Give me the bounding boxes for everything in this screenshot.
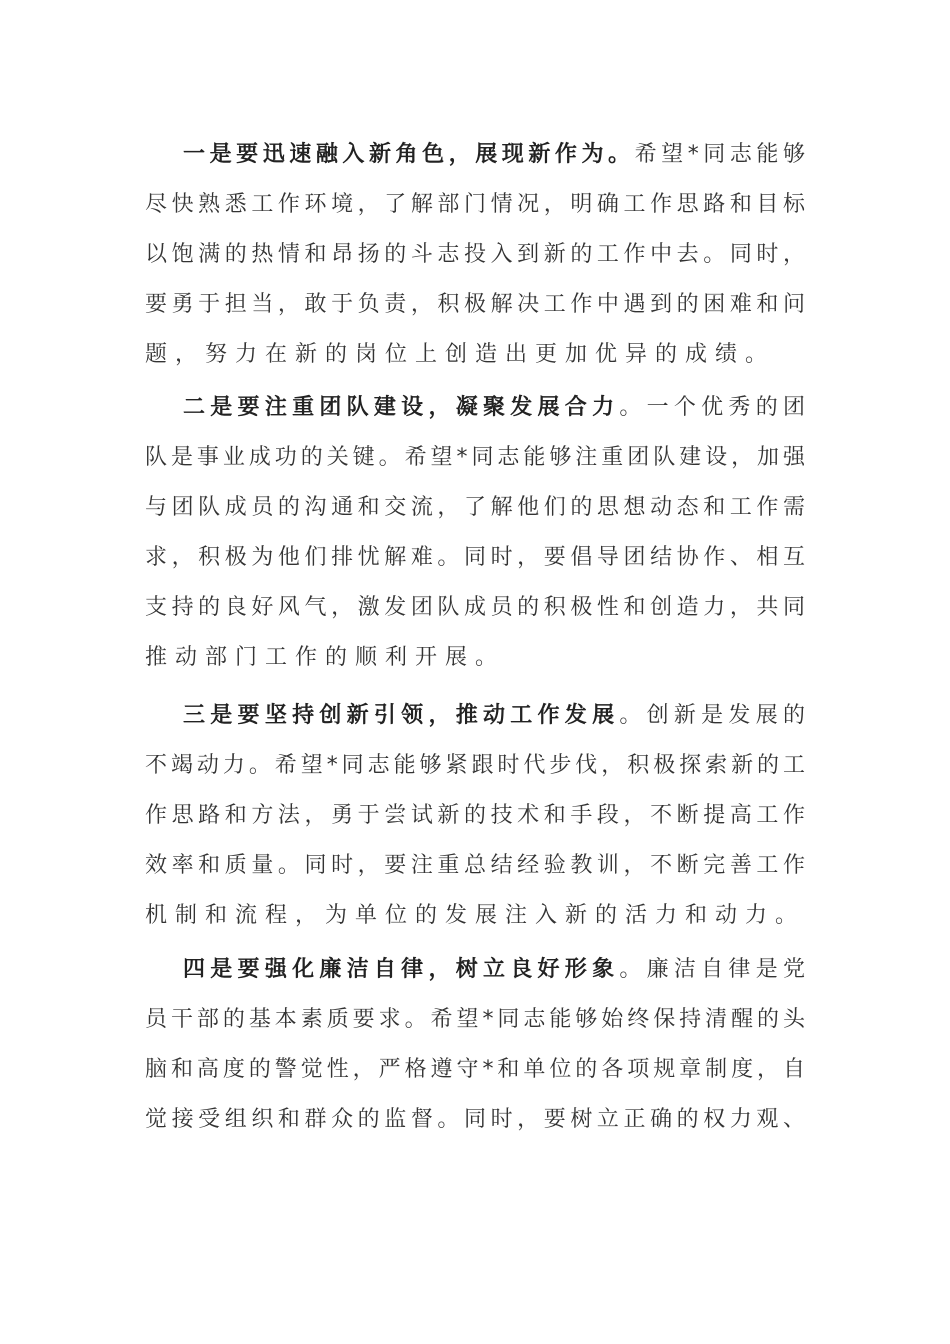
paragraph-line: 员干部的基本素质要求。希望*同志能够始终保持清醒的头 <box>145 1007 805 1032</box>
paragraph-line: 作思路和方法，勇于尝试新的技术和手段，不断提高工作 <box>145 803 805 828</box>
paragraph-line: 不竭动力。希望*同志能够紧跟时代步伐，积极探索新的工 <box>145 753 805 778</box>
paragraph-line: 要勇于担当，敢于负责，积极解决工作中遇到的困难和问 <box>145 292 805 317</box>
paragraph-heading: 三是要坚持创新引领，推动工作发展 <box>183 703 620 728</box>
paragraph-line: 支持的良好风气，激发团队成员的积极性和创造力，共同 <box>145 595 805 620</box>
paragraph-heading: 一是要迅速融入新角色，展现新作为。 <box>183 142 635 167</box>
paragraph-3 <box>145 691 805 941</box>
paragraph-line: 题，努力在新的岗位上创造出更加优异的成绩。 <box>145 342 776 367</box>
paragraph-first-line <box>145 130 805 180</box>
paragraph-first-line <box>145 383 805 433</box>
paragraph-first-line <box>145 691 805 741</box>
paragraph-line: 机制和流程，为单位的发展注入新的活力和动力。 <box>145 903 806 928</box>
paragraph-1 <box>145 130 805 380</box>
paragraph-line: 效率和质量。同时，要注重总结经验教训，不断完善工作 <box>145 853 805 878</box>
paragraph-line: 脑和高度的警觉性，严格遵守*和单位的各项规章制度，自 <box>145 1057 805 1082</box>
paragraph-2 <box>145 383 805 683</box>
paragraph-text: 希望*同志能够 <box>634 142 805 167</box>
paragraph-text: 。一个优秀的团 <box>619 395 805 420</box>
paragraph-heading: 二是要注重团队建设，凝聚发展合力 <box>183 395 620 420</box>
paragraph-heading: 四是要强化廉洁自律，树立良好形象 <box>183 957 620 982</box>
paragraph-line: 尽快熟悉工作环境，了解部门情况，明确工作思路和目标 <box>145 192 805 217</box>
paragraph-first-line <box>145 945 805 995</box>
paragraph-line: 与团队成员的沟通和交流，了解他们的思想动态和工作需 <box>145 495 805 520</box>
paragraph-line: 队是事业成功的关键。希望*同志能够注重团队建设，加强 <box>145 445 805 470</box>
paragraph-line: 求，积极为他们排忧解难。同时，要倡导团结协作、相互 <box>145 545 805 570</box>
document-page <box>145 130 805 1145</box>
paragraph-line: 觉接受组织和群众的监督。同时，要树立正确的权力观、 <box>145 1107 805 1132</box>
paragraph-text: 。廉洁自律是党 <box>619 957 805 982</box>
paragraph-line: 以饱满的热情和昂扬的斗志投入到新的工作中去。同时， <box>145 242 805 267</box>
paragraph-line: 推动部门工作的顺利开展。 <box>145 645 506 670</box>
paragraph-4 <box>145 945 805 1145</box>
paragraph-text: 。创新是发展的 <box>619 703 805 728</box>
